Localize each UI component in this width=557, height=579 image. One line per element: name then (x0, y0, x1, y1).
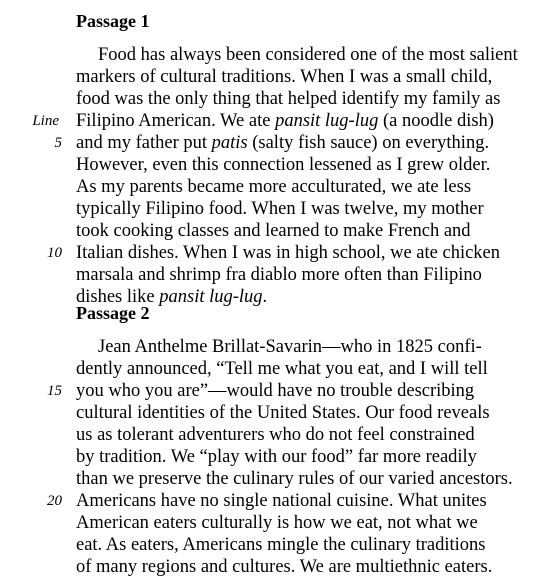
text-segment: of many regions and cultures. We are multiethnic eaters. (76, 557, 493, 577)
passage-2-line-11 (76, 556, 492, 578)
passage-1-heading: Passage 1 (76, 11, 150, 31)
passage-2-line-6 (76, 446, 477, 468)
passage-2-heading: Passage 2 (76, 303, 150, 323)
text-segment: Americans have no single national cuisine. What unites (76, 491, 487, 511)
text-segment: Jean Anthelme Brillat-Savarin—who in 1825 confi- (98, 337, 482, 357)
passage-1-line-7 (76, 176, 471, 198)
passage-1-line-5 (76, 132, 489, 154)
passage-1-line-2 (76, 66, 492, 88)
line-number-5: 5 (54, 135, 62, 151)
text-segment: eat. As eaters, Americans mingle the culinary traditions (76, 535, 486, 555)
passage-1-line-9 (76, 220, 471, 242)
italic-term: patis (211, 133, 248, 153)
passage-1-line-10 (76, 242, 500, 264)
text-segment: us as tolerant adventurers who do not feel constrained (76, 425, 475, 445)
text-segment: by tradition. We “play with our food” far more readily (76, 447, 477, 467)
passage-1-line-1 (98, 44, 518, 66)
line-number-15: 15 (47, 383, 62, 399)
italic-term: pansit lug-lug (159, 287, 263, 307)
text-segment: marsala and shrimp fra diablo more often than Filipino (76, 265, 482, 285)
text-segment: took cooking classes and learned to make French and (76, 221, 471, 241)
passage-2-line-3 (76, 380, 474, 402)
line-number-label: Line (32, 113, 59, 129)
text-segment: cultural identities of the United States. Our food reveals (76, 403, 490, 423)
text-segment: Food has always been considered one of the most salient (98, 45, 518, 65)
passage-2-line-4 (76, 402, 490, 424)
passage-1-line-4 (76, 110, 494, 132)
passage-2-line-10 (76, 534, 485, 556)
text-segment: As my parents became more acculturated, we ate less (76, 177, 472, 197)
text-segment: markers of cultural traditions. When I was a small child, (76, 67, 493, 87)
passage-1-line-11 (76, 264, 482, 286)
text-segment: (salty fish sauce) on everything. (247, 133, 490, 153)
passage-2-line-8 (76, 490, 487, 512)
text-segment: American eaters culturally is how we eat, not what we (76, 513, 478, 533)
text-segment: (a noodle dish) (378, 111, 494, 131)
passage-1-line-8 (76, 198, 484, 220)
passage-1-line-3 (76, 88, 500, 110)
text-segment: However, even this connection lessened as I grew older. (76, 155, 491, 175)
italic-term: pansit lug-lug (275, 111, 379, 131)
line-number-10: 10 (47, 245, 62, 261)
passage-1-line-6 (76, 154, 490, 176)
text-segment: and my father put (76, 133, 212, 153)
passage-2-line-9 (76, 512, 478, 534)
text-segment: typically Filipino food. When I was twelve, my mother (76, 199, 484, 219)
text-segment: than we preserve the culinary rules of our varied ancestors. (76, 469, 513, 489)
text-segment: Italian dishes. When I was in high school, we ate chicken (76, 243, 501, 263)
line-number-20: 20 (47, 493, 62, 509)
text-segment: Filipino American. We ate (76, 111, 276, 131)
passage-2-line-1 (98, 336, 482, 358)
passage-2-line-2 (76, 358, 488, 380)
text-segment: food was the only thing that helped identify my family as (76, 89, 501, 109)
text-segment: . (262, 287, 268, 307)
text-segment: dently announced, “Tell me what you eat, and I will tell (76, 359, 488, 379)
text-segment: you who you are”—would have no trouble describing (76, 381, 475, 401)
passage-2-line-5 (76, 424, 475, 446)
passage-2-line-7 (76, 468, 513, 490)
text-segment: dishes like (76, 287, 160, 307)
